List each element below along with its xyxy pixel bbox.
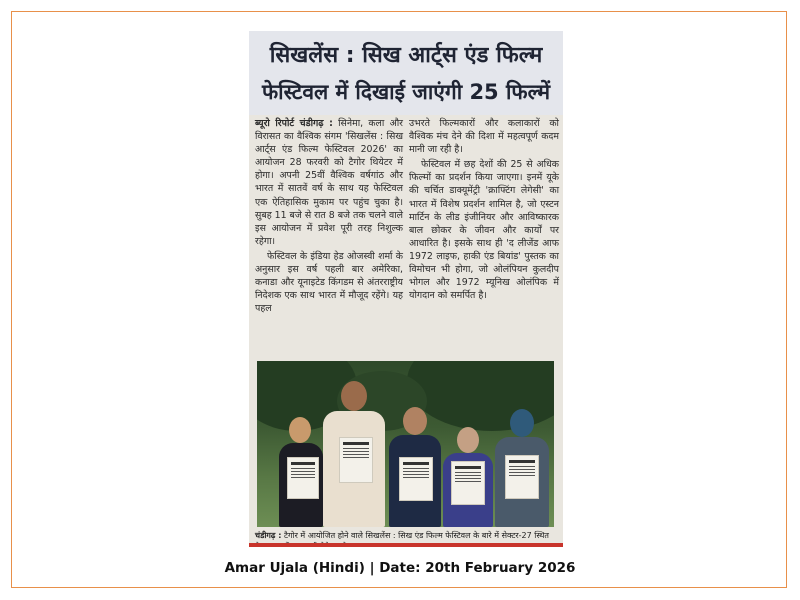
festival-poster — [505, 455, 539, 499]
headline-line-1: सिखलेंस : सिख आर्ट्स एंड फिल्म — [269, 43, 543, 68]
newspaper-clipping — [249, 31, 563, 547]
photo-person — [279, 417, 323, 527]
festival-poster — [287, 457, 319, 499]
article-column-right — [409, 117, 559, 302]
accent-bar — [249, 543, 563, 547]
festival-poster — [339, 437, 373, 483]
article-column-left — [255, 117, 403, 315]
festival-poster — [451, 461, 485, 505]
photo-person — [443, 427, 493, 527]
article-paragraph — [255, 117, 403, 248]
festival-poster — [399, 457, 433, 501]
source-line: Amar Ujala (Hindi) | Date: 20th February 2026 — [224, 560, 576, 576]
article-dateline: ब्यूरो रिपोर्ट चंडीगढ़ : — [255, 118, 333, 129]
photo-person — [495, 409, 549, 527]
headline-block — [249, 31, 563, 115]
event-photo — [257, 361, 554, 527]
article-paragraph: फेस्टिवल में छह देशों की 25 से अधिक फिल्मों का प्रदर्शन किया जाएगा। इनमें यूके की चर्चित डाक्यूमेंट्री 'क्राफ्टिंग लेगेसी' का भारत में विशेष प्रदर्शन शामिल है, जो एस्टन मार्टिन के लीड इंजीनियर और आविष्कारक बाल छोकर के जीवन और कार्यों पर आधारित है। इसके साथ ही 'द लीजेंड आफ 1972 लाइफ, हाकी एंड बियांड' पुस्तक का विमोचन भी होगा, जो ओलंपियन कुलदीप भोगल और 1972 म्यूनिख ओलंपिक में योगदान को समर्पित है। — [409, 159, 559, 302]
photo-person — [389, 407, 441, 527]
photo-person — [323, 381, 385, 527]
article-paragraph: उभरते फिल्मकारों और कलाकारों को वैश्विक मंच देने की दिशा में महत्वपूर्ण कदम मानी जा रही है। — [409, 118, 559, 156]
article-paragraph-text: सिनेमा, कला और विरासत का वैश्विक संगम 'सिखलेंस : सिख आर्ट्स एंड फिल्म फेस्टिवल 2026' का आयोजन 28 फरवरी को टैगोर थियेटर में होगा। अपनी 25वीं वैश्विक वर्षगांठ और भारत में सातवें वर्ष के साथ यह फेस्टिवल एक ऐतिहासिक मुकाम पर पहुंच चुका है। सुबह 11 बजे से रात 8 बजे तक चलने वाले इस आयोजन में प्रवेश पूरी तरह निशुल्क रहेगा। — [255, 118, 404, 247]
headline-line-2: फेस्टिवल में दिखाई जाएंगी 25 फिल्में — [261, 80, 551, 104]
caption-text: टैगोर में आयोजित होने वाले सिखलेंस : सिख एंड फिल्म फेस्टिवल के बारे में सेक्टर-27 स्थित — [283, 531, 549, 540]
caption-place: चंडीगढ़ : — [255, 531, 282, 540]
article-paragraph: फेस्टिवल के इंडिया हेड ओजस्वी शर्मा के अनुसार इस वर्ष पहली बार अमेरिका, कनाडा और यूनाइटेड किंगडम से अंतरराष्ट्रीय निदेशक एक साथ भारत में मौजूद रहेंगे। यह पहल — [255, 250, 403, 315]
